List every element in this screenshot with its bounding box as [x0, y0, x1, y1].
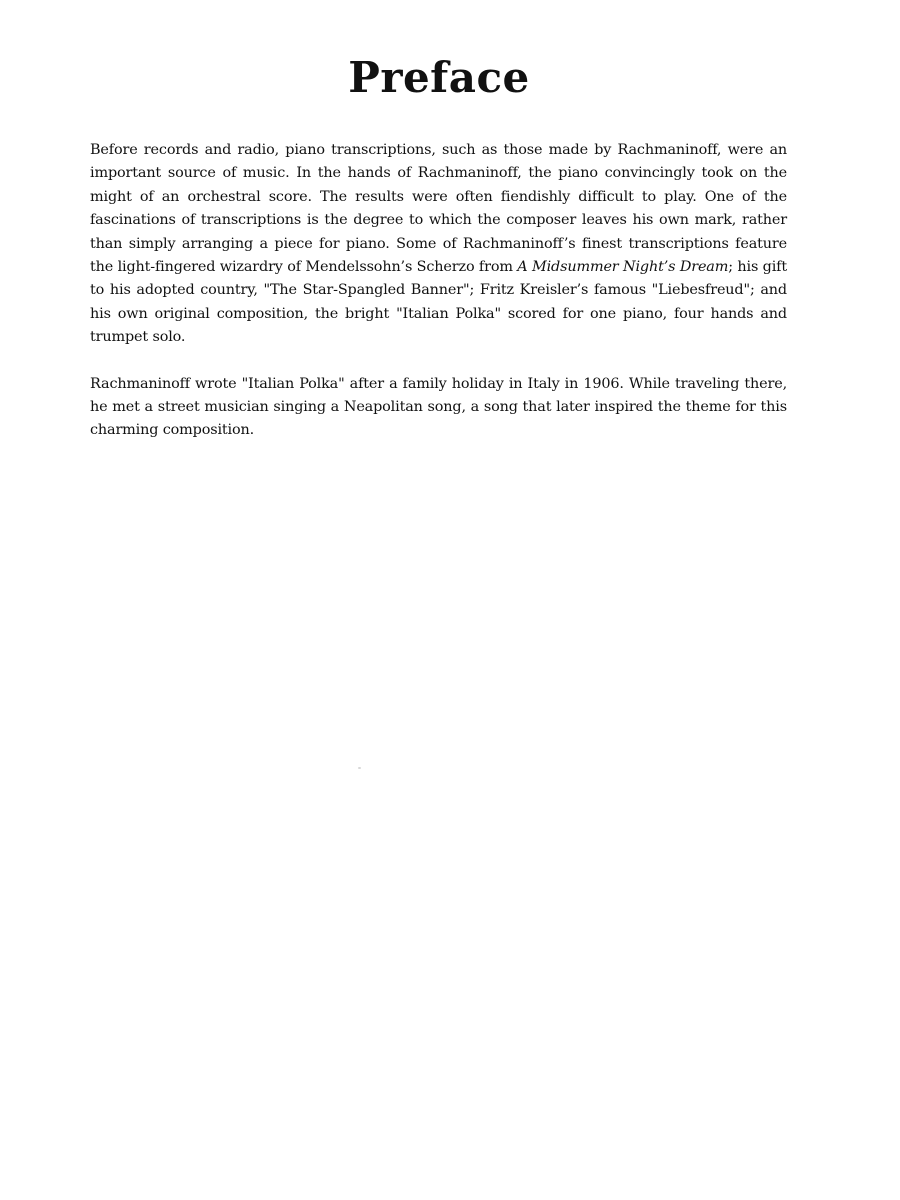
paragraph-2-text: Rachmaninoff wrote "Italian Polka" after a family holiday in Italy in 1906. While traveling there, he met a street musician singing a Neapolitan song, a song that later inspired the theme for this charming composition.	[90, 375, 787, 439]
scan-speck	[358, 767, 361, 769]
paragraph-1-italic-title: A Midsummer Night’s Dream	[517, 259, 729, 276]
paragraph-2	[90, 373, 787, 443]
preface-body	[90, 139, 787, 443]
paragraph-1	[90, 139, 787, 350]
page-title: Preface	[348, 53, 530, 102]
paragraph-1-text-a: Before records and radio, piano transcriptions, such as those made by Rachmaninoff, were an important source of music. In the hands of Rachmaninoff, the piano convincingly took on the might of an orchestral score. The results were often fiendishly difficult to play. One of the fascinations of transcriptions is the degree to which the composer leaves his own mark, rather than simply arranging a piece for piano. Some of Rachmaninoff’s finest transcriptions feature the light-fingered wizardry of Mendelssohn’s Scherzo from	[90, 142, 787, 276]
paragraph-1-text-b: ; his gift to his adopted country, "The Star-Spangled Banner"; Fritz Kreisler’s famous "Liebesfreud"; and his own original composition, the bright "Italian Polka" scored for one piano, four hands and trumpet solo.	[90, 259, 787, 346]
